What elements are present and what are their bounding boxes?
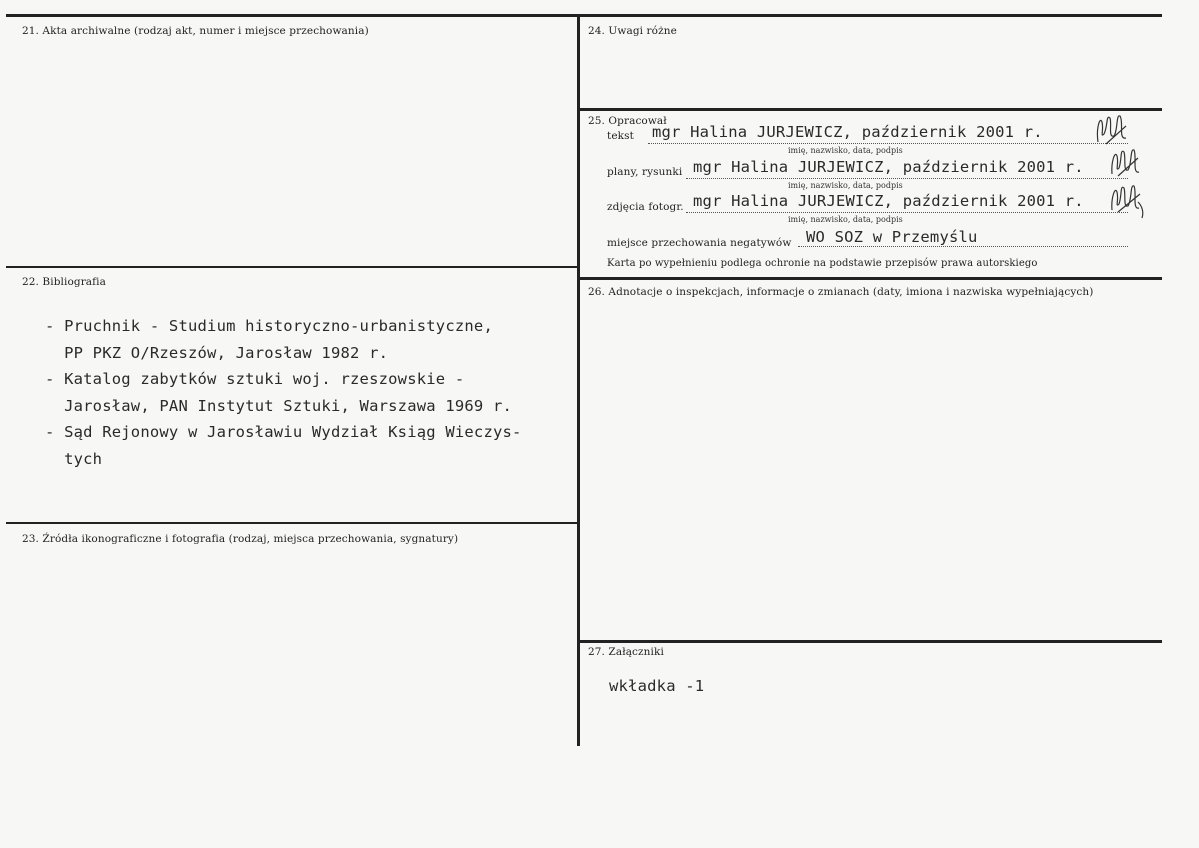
zdjecia-caption: imię, nazwisko, data, podpis <box>788 215 903 224</box>
divider-21-22 <box>6 266 578 268</box>
divider-25-26 <box>580 277 1162 280</box>
section-21-label: 21. Akta archiwalne (rodzaj akt, numer i miejsce przechowania) <box>22 25 369 37</box>
plany-label: plany, rysunki <box>607 166 683 178</box>
divider-22-23 <box>6 522 578 524</box>
bibliography-entry: - Katalog zabytków sztuki woj. rzeszowskie - <box>45 370 465 388</box>
signature-3 <box>1108 176 1148 220</box>
zdjecia-line <box>686 212 1128 213</box>
bibliography-entry: tych <box>45 449 103 468</box>
plany-line <box>686 178 1128 179</box>
section-26-label: 26. Adnotacje o inspekcjach, informacje o zmianach (daty, imiona i nazwiska wypełniających) <box>588 286 1094 298</box>
miejsce-label: miejsce przechowania negatywów <box>607 237 792 249</box>
plany-value: mgr Halina JURJEWICZ, październik 2001 r. <box>693 158 1084 176</box>
top-border <box>6 14 1162 17</box>
divider-24-25 <box>580 108 1162 111</box>
section-24-label: 24. Uwagi różne <box>588 25 677 37</box>
miejsce-value: WO SOZ w Przemyślu <box>806 228 978 246</box>
zdjecia-value: mgr Halina JURJEWICZ, październik 2001 r. <box>693 192 1084 210</box>
tekst-line <box>648 143 1128 144</box>
section-23-label: 23. Źródła ikonograficzne i fotografia (rodzaj, miejsca przechowania, sygnatury) <box>22 533 459 545</box>
tekst-value: mgr Halina JURJEWICZ, październik 2001 r. <box>652 123 1043 141</box>
copyright-note: Karta po wypełnieniu podlega ochronie na podstawie przepisów prawa autorskiego <box>607 258 1038 269</box>
section-22-label: 22. Bibliografia <box>22 276 106 288</box>
plany-caption: imię, nazwisko, data, podpis <box>788 181 903 190</box>
tekst-caption: imię, nazwisko, data, podpis <box>788 146 903 155</box>
bibliography-entry: PP PKZ O/Rzeszów, Jarosław 1982 r. <box>45 343 389 362</box>
miejsce-line <box>798 246 1128 247</box>
section-25-label: 25. Opracował <box>588 115 667 127</box>
zdjecia-label: zdjęcia fotogr. <box>607 201 684 213</box>
bibliography-entry: Jarosław, PAN Instytut Sztuki, Warszawa 1969 r. <box>45 396 513 415</box>
bibliography-entry: - Sąd Rejonowy w Jarosławiu Wydział Ksiąg Wieczys- <box>45 423 522 441</box>
bibliography-list <box>45 313 522 472</box>
tekst-label: tekst <box>607 130 634 142</box>
center-divider <box>577 14 580 746</box>
section-27-label: 27. Załączniki <box>588 646 664 658</box>
divider-26-27 <box>580 640 1162 643</box>
bibliography-entry: - Pruchnik - Studium historyczno-urbanistyczne, <box>45 317 493 335</box>
attachment-value: wkładka -1 <box>609 677 705 695</box>
